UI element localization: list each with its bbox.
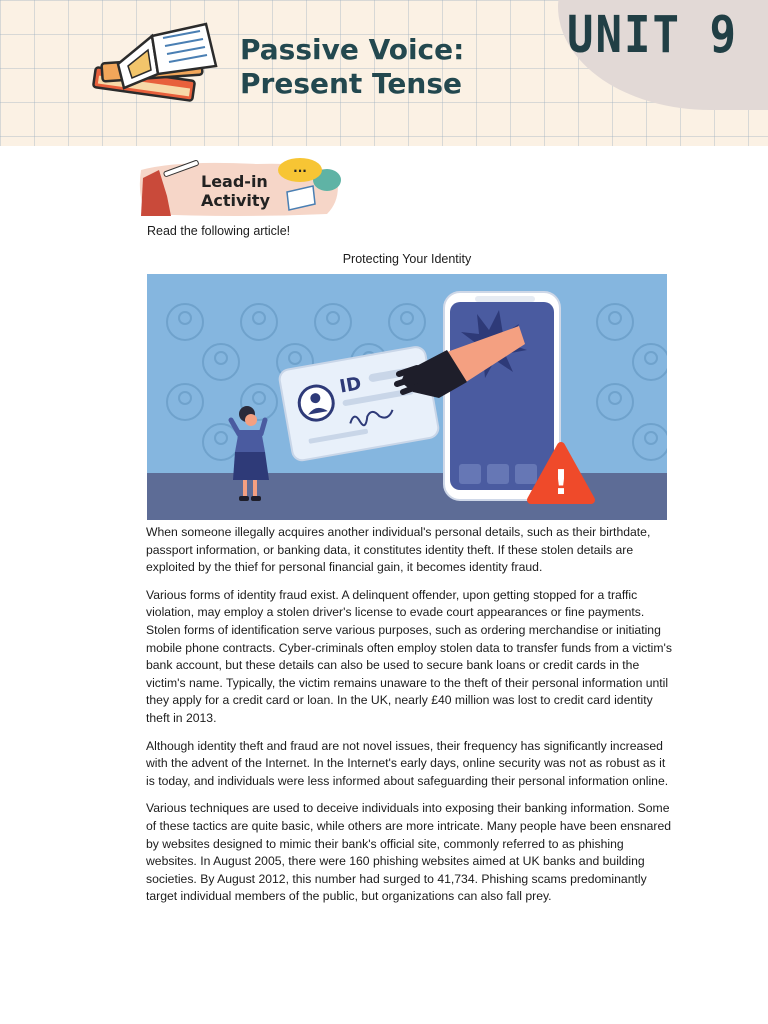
title-line-2: Present Tense xyxy=(240,67,463,100)
article-body xyxy=(146,524,674,916)
book-stack-icon xyxy=(88,16,223,114)
lead-in-badge xyxy=(137,156,342,218)
lead-in-line-2: Activity xyxy=(201,191,270,210)
unit-label: UNIT 9 xyxy=(567,6,738,65)
paragraph-4: Various techniques are used to deceive individuals into exposing their banking information. Some of these tactics are quite basic, while others are more intricate. Many people have been ensnared by websites designed to mimic their bank's official site, commonly referred to as phishing websites. In August 2005, there were 160 phishing websites aimed at UK banks and building societies. By August 2012, this number had surged to 41,734. Phishing scams predominantly target individual members of the public, but organizations can also fall prey. xyxy=(146,801,672,904)
paragraph-2: Various forms of identity fraud exist. A delinquent offender, upon getting stopped for a traffic violation, may employ a stolen driver's license to evade court appearances or fine payments. Stolen forms of identification serve various purposes, such as ordering merchandise or initiating mobile phone contracts. Cyber-criminals often employ stolen data to transfer funds from a victim's bank account, but these details can also be used to secure bank loans or credit cards in the victim's name. Typically, the victim remains unaware to the theft of their personal information until they apply for a credit card or loan. In the UK, nearly £40 million was lost to credit card identity theft in 2013. xyxy=(146,587,672,725)
instructions-text: Read the following article! xyxy=(147,224,291,238)
article-title: Protecting Your Identity xyxy=(342,252,472,266)
svg-text:ID: ID xyxy=(338,373,363,398)
smartphone-icon xyxy=(444,292,560,500)
page-title xyxy=(240,33,464,101)
page-header xyxy=(0,0,768,146)
title-line-1: Passive Voice: xyxy=(240,33,465,66)
svg-text:!: ! xyxy=(553,463,569,503)
paragraph-3: Although identity theft and fraud are not novel issues, their frequency has significantly increased with the advent of the Internet. In the Internet's early days, online security was not as robust as it is today, and individuals were less informed about safeguarding their personal information online. xyxy=(146,738,669,788)
lead-in-line-1: Lead-in xyxy=(201,172,268,191)
paragraph-1: When someone illegally acquires another individual's personal details, such as their birthdate, passport information, or banking data, it constitutes identity theft. If these stolen details are exploited by the thief for personal financial gain, it becomes identity fraud. xyxy=(146,525,651,575)
svg-text:...: ... xyxy=(293,161,307,175)
identity-theft-illustration xyxy=(147,274,667,520)
